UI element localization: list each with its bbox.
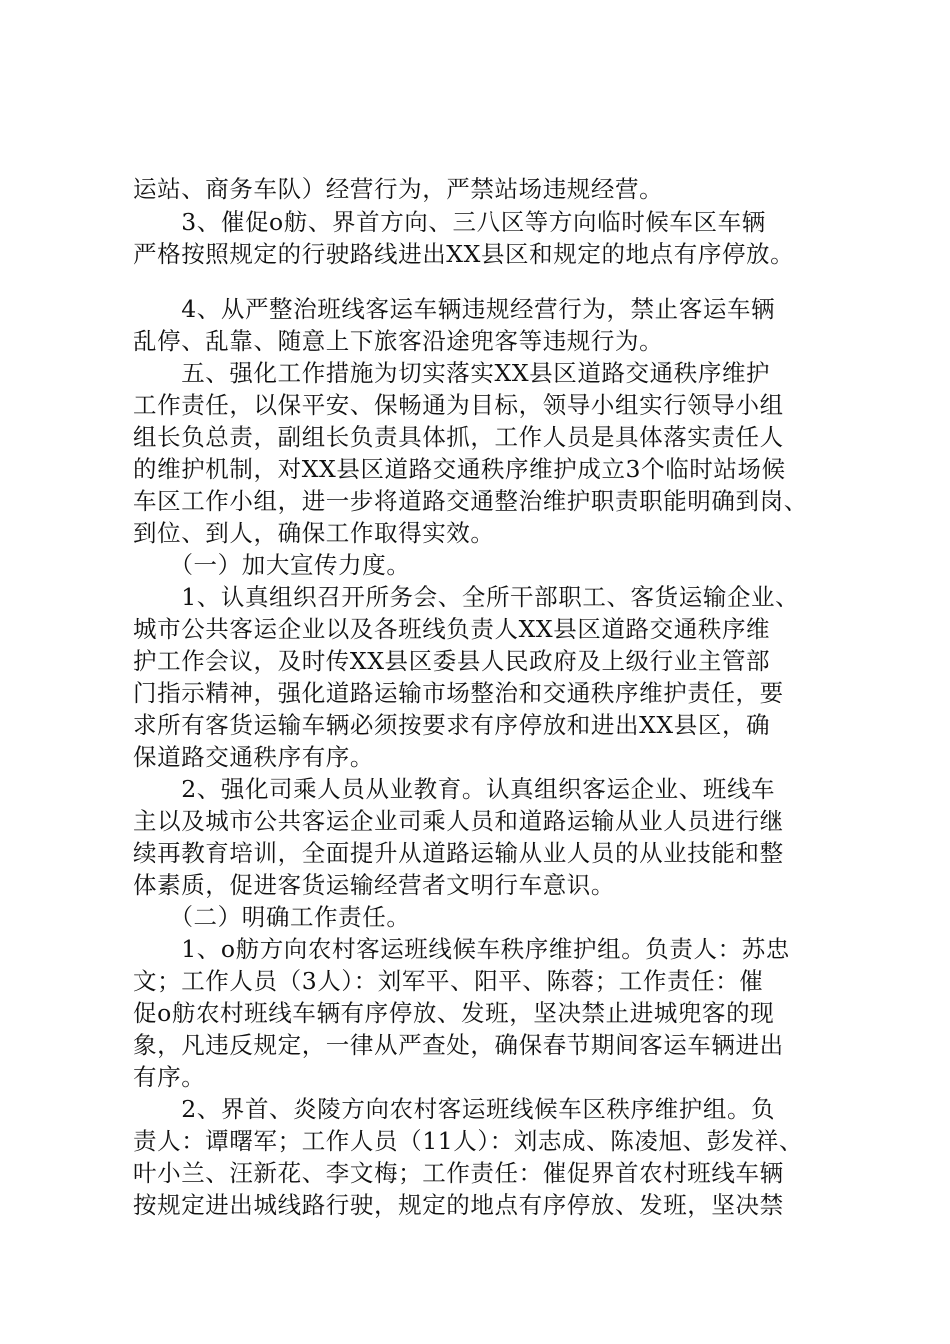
text-line: 3、催促o舫、界首方向、三八区等方向临时候车区车辆 [133, 208, 766, 236]
section-heading: （二）明确工作责任。 [133, 903, 411, 931]
text-line: 1、o舫方向农村客运班线候车秩序维护组。负责人：苏忠 [133, 935, 790, 963]
text-line: 按规定进出城线路行驶，规定的地点有序停放、发班，坚决禁 [133, 1191, 784, 1219]
text-line: 运站、商务车队）经营行为，严禁站场违规经营。 [133, 175, 664, 203]
text-line: 1、认真组织召开所务会、全所干部职工、客货运输企业、 [133, 583, 800, 611]
text-line: 到位、到人，确保工作取得实效。 [133, 519, 495, 547]
text-line: 车区工作小组，进一步将道路交通整治维护职责职能明确到岗、 [133, 487, 808, 515]
text-line: 的维护机制，对XX县区道路交通秩序维护成立3个临时站场候 [133, 455, 786, 483]
section-heading: （一）加大宣传力度。 [133, 551, 411, 579]
text-line: 城市公共客运企业以及各班线负责人XX县区道路交通秩序维 [133, 615, 771, 643]
text-line: 2、强化司乘人员从业教育。认真组织客运企业、班线车 [133, 775, 776, 803]
text-line: 文；工作人员（3人）：刘军平、阳平、陈蓉；工作责任：催 [133, 967, 764, 995]
text-line: 护工作会议，及时传XX县区委县人民政府及上级行业主管部 [133, 647, 771, 675]
text-line: 主以及城市公共客运企业司乘人员和道路运输从业人员进行继 [133, 807, 784, 835]
text-line: 叶小兰、汪新花、李文梅；工作责任：催促界首农村班线车辆 [133, 1159, 784, 1187]
text-line: 工作责任，以保平安、保畅通为目标，领导小组实行领导小组 [133, 391, 784, 419]
text-line: 有序。 [133, 1063, 206, 1091]
text-line: 五、强化工作措施为切实落实XX县区道路交通秩序维护 [133, 359, 771, 387]
text-line: 2、界首、炎陵方向农村客运班线候车区秩序维护组。负 [133, 1095, 776, 1123]
text-line: 促o舫农村班线车辆有序停放、发班，坚决禁止进城兜客的现 [133, 999, 775, 1027]
text-line: 责人：谭曙军；工作人员（11人）：刘志成、陈凌旭、彭发祥、 [133, 1127, 804, 1155]
text-line: 乱停、乱靠、随意上下旅客沿途兜客等违规行为。 [133, 327, 664, 355]
text-line: 4、从严整治班线客运车辆违规经营行为，禁止客运车辆 [133, 295, 776, 323]
text-line: 门指示精神，强化道路运输市场整治和交通秩序维护责任，要 [133, 679, 784, 707]
text-line: 组长负总责，副组长负责具体抓，工作人员是具体落实责任人 [133, 423, 784, 451]
text-line: 严格按照规定的行驶路线进出XX县区和规定的地点有序停放。 [133, 240, 795, 268]
text-line: 求所有客货运输车辆必须按要求有序停放和进出XX县区，确 [133, 711, 771, 739]
text-line: 续再教育培训，全面提升从道路运输从业人员的从业技能和整 [133, 839, 784, 867]
text-line: 保道路交通秩序有序。 [133, 743, 374, 771]
text-line: 体素质，促进客货运输经营者文明行车意识。 [133, 871, 615, 899]
text-line: 象，凡违反规定，一律从严查处，确保春节期间客运车辆进出 [133, 1031, 784, 1059]
